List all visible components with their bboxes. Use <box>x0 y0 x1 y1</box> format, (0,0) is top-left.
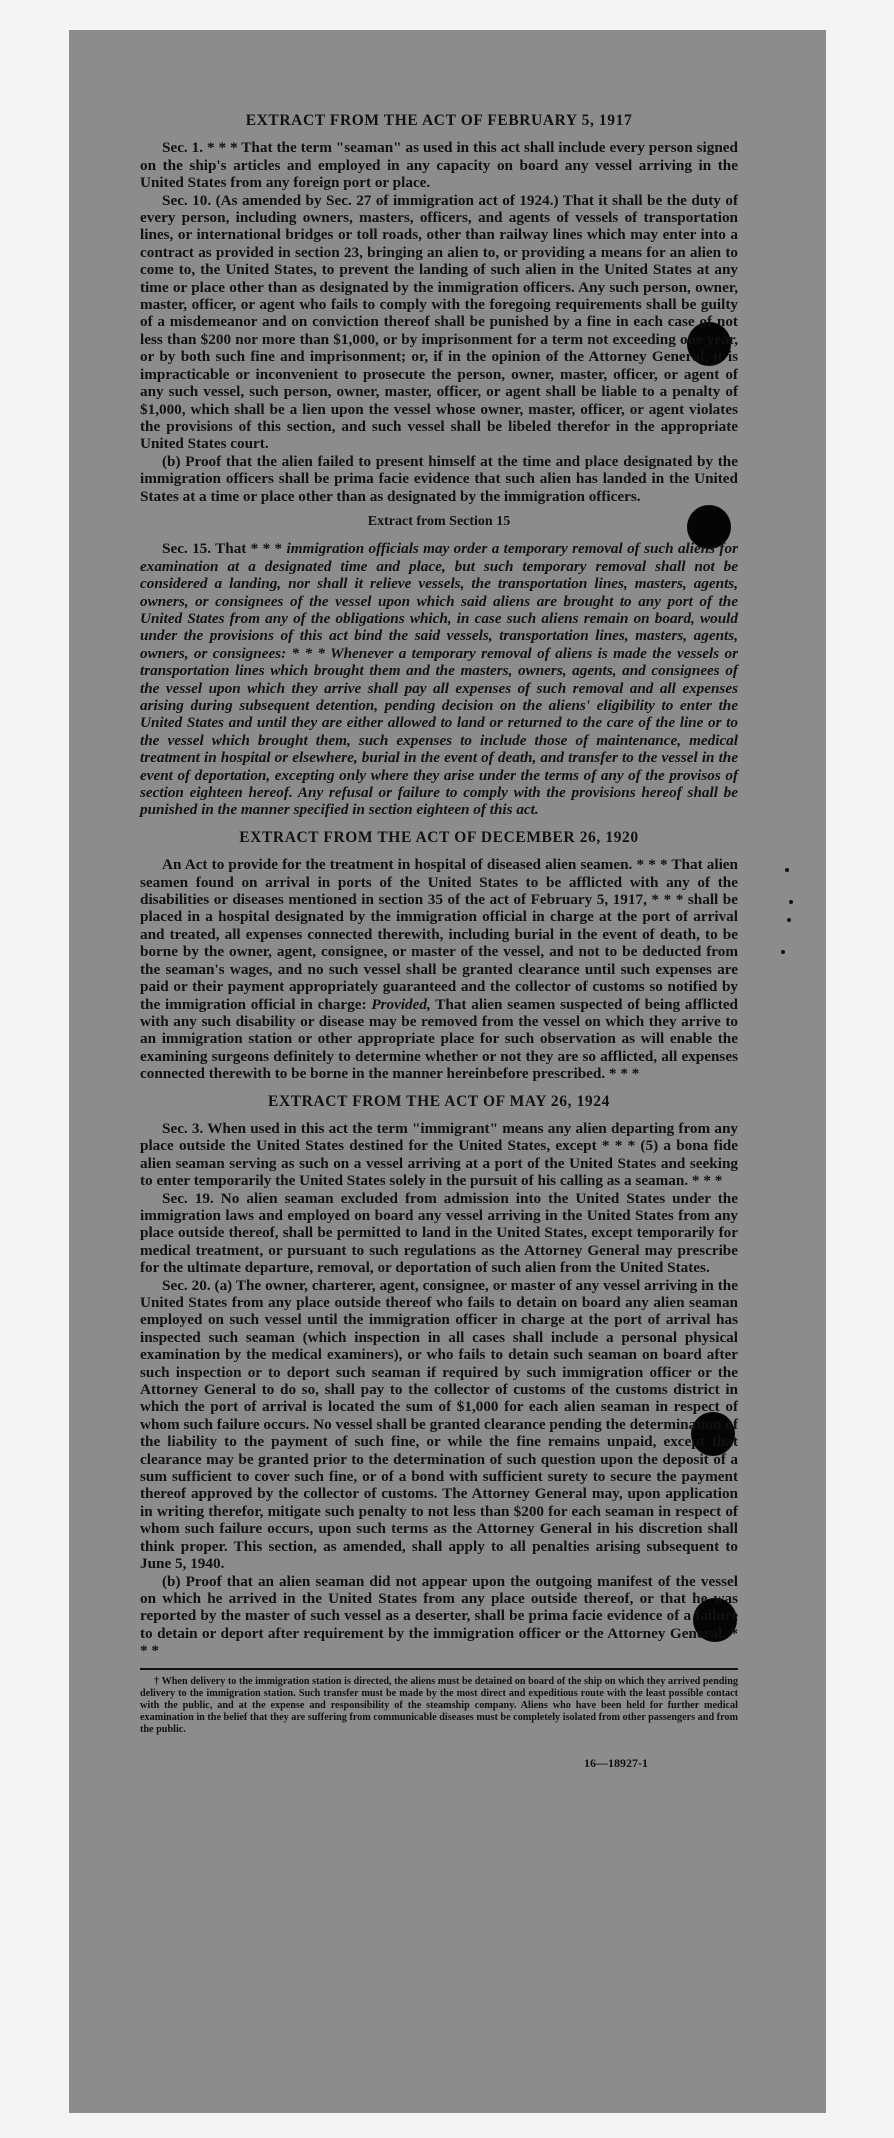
paragraph-act-1920 <box>140 856 738 1082</box>
heading-act-1920: EXTRACT FROM THE ACT OF DECEMBER 26, 1920 <box>239 828 639 846</box>
sec-15-italic-text: immigration officials may order a temporary removal of such aliens for examination at a designated time and place, but such temporary removal shall not be considered a landing, nor shall it relieve vessels, the transportation lines, masters, agents, owners, or consignees of the vessel upon which said aliens are brought to any port of the United States from any of the obligations which, in case such aliens remain on board, would under the provisions of this act bind the said vessels, transportation lines, masters, agents, owners, or consignees: * * * Whenever a temporary removal of aliens is made the vessels or transportation lines which brought them and the masters, owners, agents, and consignees of the vessel upon which they arrive shall pay all expenses of such removal and all expenses arising during subsequent detention, pending decision on the aliens' eligibility to enter the United States and until they are either allowed to land or returned to the care of the line or to the vessel which brought them, such expenses to include those of maintenance, medical treatment in hospital or elsewhere, burial in the event of death, and transfer to the vessel in the event of deportation, excepting only where they arise under the terms of any of the provisos of section eighteen hereof. Any refusal or failure to comply with the provisions hereof shall be punished in the manner specified in section eighteen of this act. <box>140 540 738 819</box>
paragraph-sec-19: Sec. 19. No alien seaman excluded from admission into the United States under the immigration laws and employed on board any vessel arriving in the United States from any place outside thereof, shall be permitted to land in the United States, except temporarily for medical treatment, or pursuant to such regulations as the Attorney General may prescribe for the ultimate departure, removal, or deportation of such alien from the United States. <box>140 1189 738 1277</box>
paragraph-sec-10-b: (b) Proof that the alien failed to present himself at the time and place designated by the immigration officers shall be prima facie evidence that such alien has landed in the United States at a time or place other than as designated by the immigration officers. <box>140 452 738 505</box>
paragraph-sec-20: Sec. 20. (a) The owner, charterer, agent, consignee, or master of any vessel arriving in the United States from any place outside thereof who fails to detain on board any alien seaman employed on such vessel until the immigration officer in charge at the port of arrival has inspected such seaman (which inspection in all cases shall include a personal physical examination by the medical examiners), or who fails to detain such seaman on board after such inspection or to deport such seaman if required by such immigration officer or the Attorney General to do so, shall pay to the collector of customs of the customs district in which the port of arrival is located the sum of $1,000 for each alien seaman in respect of whom such failure occurs. No vessel shall be granted clearance pending the determination of the liability to the payment of such fine, or while the fine remains unpaid, except that clearance may be granted prior to the determination of such question upon the deposit of a sum sufficient to cover such fine, or of a bond with sufficient surety to secure the payment thereof approved by the collector of customs. The Attorney General may, upon application in writing therefor, mitigate such penalty to not less than $200 for each seaman in respect of whom such failure occurs, upon such terms as the Attorney General in his discretion shall think proper. This section, as amended, shall apply to all penalties arising subsequent to June 5, 1940. <box>140 1276 738 1573</box>
paragraph-sec-20-b: (b) Proof that an alien seaman did not appear upon the outgoing manifest of the vessel on which he arrived in the United States from any place outside thereof, or that he was reported by the master of such vessel as a deserter, shall be prima facie evidence of a failure to detain or deport after requirement by the immigration officer or the Attorney General. * * * <box>140 1572 738 1660</box>
speck <box>789 900 793 904</box>
document-body <box>140 112 738 1772</box>
paragraph-sec-1: Sec. 1. * * * That the term "seaman" as used in this act shall include every person signed on the ship's articles and employed in any capacity on board any vessel arriving in the United States from any foreign port or place. <box>140 139 738 192</box>
document-sheet <box>69 30 826 2113</box>
paragraph-sec-3: Sec. 3. When used in this act the term "immigrant" means any alien departing from any place outside the United States destined for the United States, except * * * (5) a bona fide alien seaman serving as such on a vessel arriving at a port of the United States and seeking to enter temporarily the United States solely in the pursuit of his calling as a seaman. * * * <box>140 1119 738 1190</box>
heading-section-15: Extract from Section 15 <box>367 513 511 529</box>
paragraph-sec-10: Sec. 10. (As amended by Sec. 27 of immigration act of 1924.) That it shall be the duty of every person, including owners, masters, officers, and agents of vessels of transportation lines, or international bridges or toll roads, other than railway lines which may enter into a contract as provided in section 23, bringing an alien to, or providing a means for an alien to come to, the United States, to prevent the landing of such alien in the United States at any time or place other than as designated by the immigration officers. Any such person, owner, master, officer, or agent who fails to comply with the foregoing requirements shall be guilty of a misdemeanor and on conviction thereof shall be punished by a fine in each case of not less than $200 nor more than $1,000, or by imprisonment for a term not exceeding one year, or by both such fine and imprisonment; or, if in the opinion of the Attorney General, it is impracticable or inconvenient to prosecute the person, owner, master, officer, or agent of any such vessel, such person, owner, master, officer, or agent shall be liable to a penalty of $1,000, which shall be a lien upon the vessel whose owner, master, officer, or agent violates the provisions of this section, and such vessel shall be libeled therefor in the appropriate United States court. <box>140 191 738 453</box>
heading-act-1924: EXTRACT FROM THE ACT OF MAY 26, 1924 <box>268 1092 610 1110</box>
heading-act-1917: EXTRACT FROM THE ACT OF FEBRUARY 5, 1917 <box>245 112 633 129</box>
footnote-divider <box>140 1668 738 1670</box>
speck <box>781 950 785 954</box>
speck <box>787 918 791 922</box>
form-number: 16—18927-1 <box>584 1755 648 1770</box>
act-1920-main: An Act to provide for the treatment in hospital of diseased alien seamen. * * * That alien seamen found on arrival in ports of the United States to be afflicted with any of the disabilities or diseases mentioned in section 35 of the act of February 5, 1917, * * * shall be placed in a hospital designated by the immigration official in charge at the port of arrival and treated, all expenses connected therewith, including burial in the event of death, to be borne by the owner, agent, consignee, or master of the vessel, and not to be deducted from the seaman's wages, and no such vessel shall be granted clearance until such expenses are paid or their payment appropriately guaranteed and the collector of customs so notified by the immigration official in charge: <box>140 856 738 1013</box>
act-1920-rest: That alien seamen suspected of being afflicted with any such disability or disease may be removed from the vessel on which they arrive to an immigration station or other appropriate place for such observation as will enable the examining surgeons definitely to determine whether or not they are so afflicted, all expenses connected therewith to be borne in the manner hereinbefore prescribed. * * * <box>140 995 739 1083</box>
paragraph-sec-15 <box>140 540 738 819</box>
act-1920-proviso: Provided, <box>371 995 431 1013</box>
footnote: † When delivery to the immigration station is directed, the aliens must be detained on board of the ship on which they arrived pending delivery to the immigration station. Such transfer must be made by the most direct and expeditious route with the least possible contact with the public, and at the expense and responsibility of the steamship company. Aliens who have been held for further medical examination in the belief that they are suffering from communicable diseases must be completely isolated from other passengers and from the public. <box>140 1675 738 1736</box>
sec-15-lead: Sec. 15. That * * * <box>162 540 283 558</box>
speck <box>785 868 789 872</box>
